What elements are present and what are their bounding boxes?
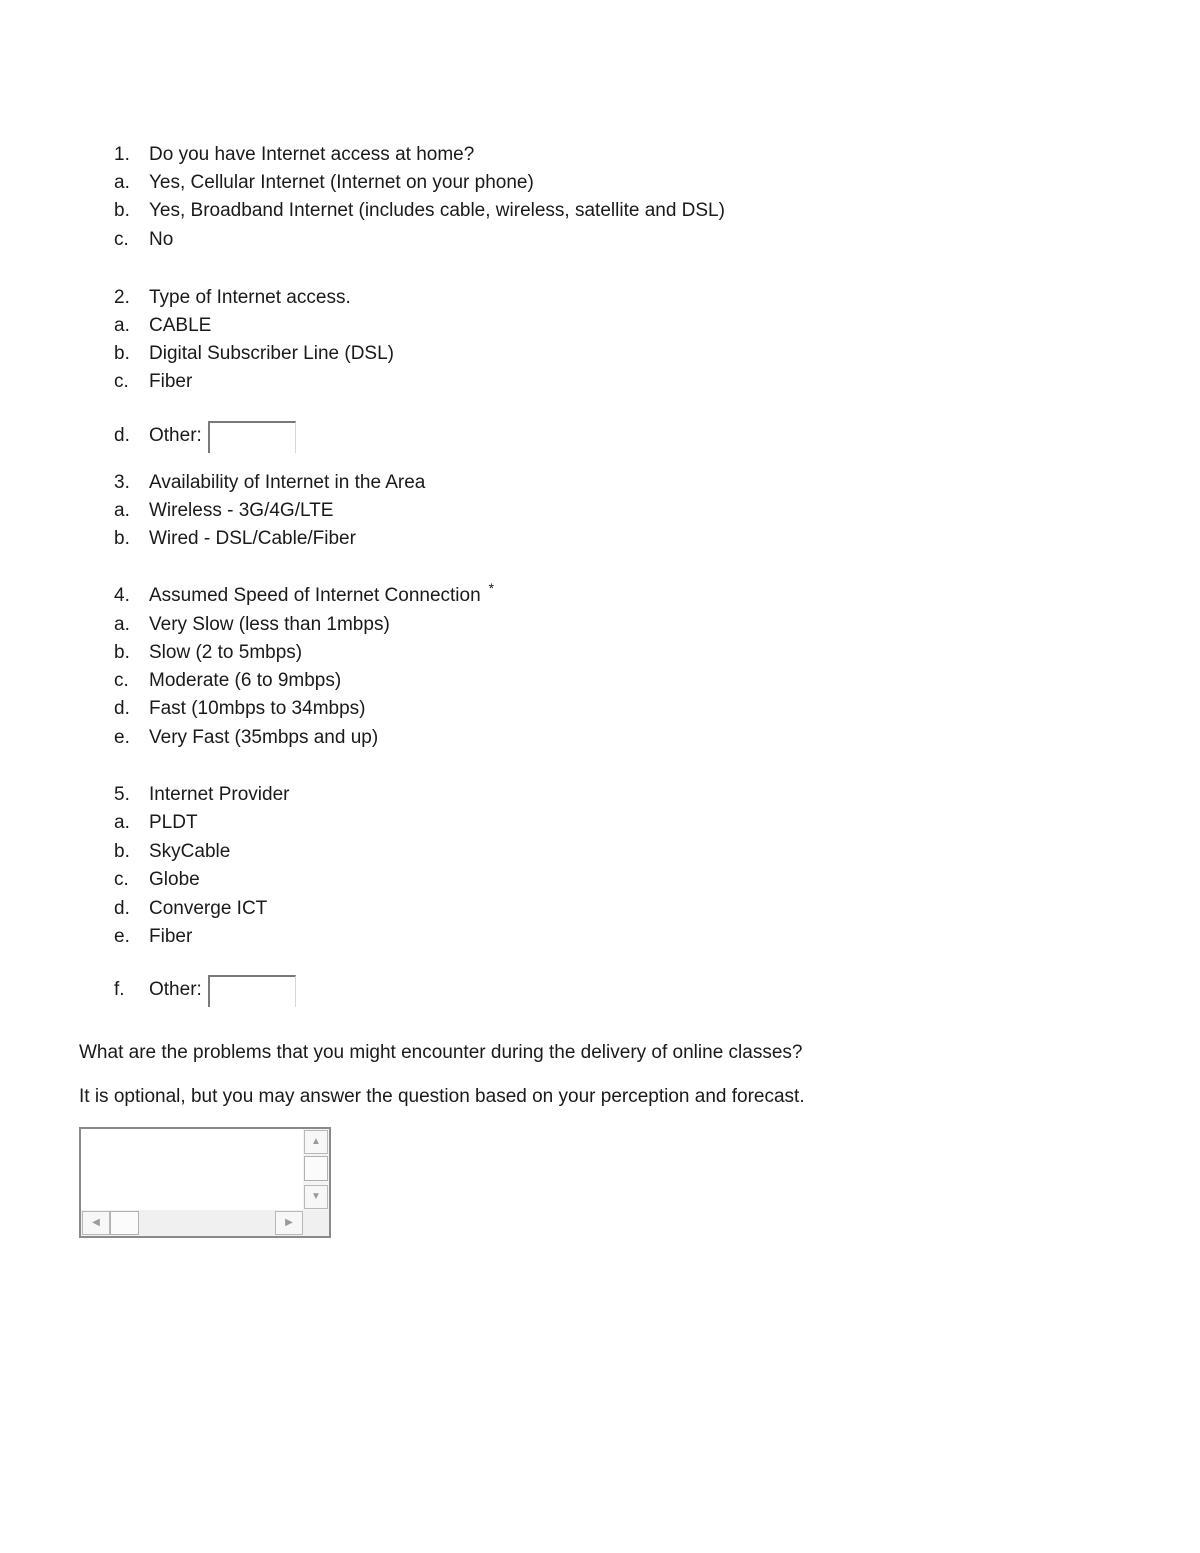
question-number: 5. (114, 784, 130, 805)
option-2a[interactable] (114, 315, 211, 337)
question-2 (114, 287, 351, 309)
question-1 (114, 144, 474, 166)
option-4d[interactable] (114, 698, 365, 720)
option-marker: c. (114, 229, 129, 250)
option-4b[interactable] (114, 642, 302, 664)
other-text-field[interactable] (208, 421, 296, 453)
option-3b[interactable] (114, 528, 356, 550)
option-marker: e. (114, 727, 130, 748)
option-1b[interactable] (114, 200, 725, 222)
question-text: Type of Internet access. (149, 287, 351, 308)
other-text-field[interactable] (208, 975, 296, 1007)
option-marker: a. (114, 614, 130, 635)
answer-textarea[interactable] (79, 1127, 331, 1238)
option-marker: a. (114, 812, 130, 833)
option-2c[interactable] (114, 371, 192, 393)
option-label: Globe (149, 869, 200, 890)
question-number: 1. (114, 144, 130, 165)
option-marker: b. (114, 528, 130, 549)
option-label: Fast (10mbps to 34mbps) (149, 698, 366, 719)
required-asterisk: * (488, 580, 495, 596)
question-text: Availability of Internet in the Area (149, 472, 426, 493)
option-marker: d. (114, 898, 130, 919)
option-label: Very Fast (35mbps and up) (149, 727, 379, 748)
option-1a[interactable] (114, 172, 534, 194)
scroll-up-icon[interactable]: ▲ (304, 1130, 328, 1154)
option-label: PLDT (149, 812, 198, 833)
option-label: SkyCable (149, 841, 231, 862)
question-number: 3. (114, 472, 130, 493)
option-5f[interactable] (114, 969, 296, 1001)
option-label: Other: (149, 979, 202, 1000)
option-3a[interactable] (114, 500, 333, 522)
option-label: Wired - DSL/Cable/Fiber (149, 528, 356, 549)
question-number: 4. (114, 585, 130, 606)
option-marker: e. (114, 926, 130, 947)
option-marker: c. (114, 371, 129, 392)
scroll-left-icon[interactable]: ◀ (82, 1211, 110, 1235)
option-4c[interactable] (114, 670, 341, 692)
scrollbar-corner (303, 1210, 329, 1236)
option-marker: c. (114, 670, 129, 691)
option-1c[interactable] (114, 229, 173, 251)
option-label: Yes, Cellular Internet (Internet on your phone) (149, 172, 534, 193)
vertical-scrollbar[interactable] (303, 1129, 329, 1211)
option-marker: b. (114, 200, 130, 221)
option-label: CABLE (149, 315, 212, 336)
option-4e[interactable] (114, 727, 378, 749)
option-4a[interactable] (114, 614, 390, 636)
option-5d[interactable] (114, 898, 267, 920)
option-label: Other: (149, 425, 202, 446)
question-number: 2. (114, 287, 130, 308)
option-2b[interactable] (114, 343, 394, 365)
vertical-scroll-thumb[interactable] (304, 1156, 328, 1181)
option-label: Yes, Broadband Internet (includes cable, wireless, satellite and DSL) (149, 200, 725, 221)
option-marker: a. (114, 315, 130, 336)
option-2d[interactable] (114, 415, 296, 447)
option-marker: b. (114, 841, 130, 862)
option-label: Very Slow (less than 1mbps) (149, 614, 390, 635)
scroll-down-icon[interactable]: ▼ (304, 1185, 328, 1209)
option-label: Converge ICT (149, 898, 268, 919)
option-label: Slow (2 to 5mbps) (149, 642, 303, 663)
option-label: No (149, 229, 174, 250)
option-label: Digital Subscriber Line (DSL) (149, 343, 394, 364)
option-5c[interactable] (114, 869, 200, 891)
question-4 (114, 580, 495, 607)
question-3 (114, 472, 425, 494)
horizontal-scroll-thumb[interactable] (110, 1211, 139, 1235)
option-marker: b. (114, 343, 130, 364)
scroll-right-icon[interactable]: ▶ (275, 1211, 303, 1235)
option-marker: a. (114, 172, 130, 193)
option-label: Moderate (6 to 9mbps) (149, 670, 342, 691)
option-marker: b. (114, 642, 130, 663)
option-label: Wireless - 3G/4G/LTE (149, 500, 334, 521)
open-question-prompt: What are the problems that you might encounter during the delivery of online classes? (79, 1042, 803, 1063)
question-text: Internet Provider (149, 784, 290, 805)
option-5a[interactable] (114, 812, 198, 834)
option-marker: d. (114, 425, 130, 446)
option-marker: d. (114, 698, 130, 719)
option-marker: c. (114, 869, 129, 890)
option-5b[interactable] (114, 841, 230, 863)
question-text: Do you have Internet access at home? (149, 144, 475, 165)
horizontal-scrollbar[interactable] (81, 1210, 303, 1236)
option-label: Fiber (149, 371, 193, 392)
open-question-note: It is optional, but you may answer the question based on your perception and forecast. (79, 1086, 805, 1107)
question-text: Assumed Speed of Internet Connection (149, 585, 481, 606)
option-5e[interactable] (114, 926, 192, 948)
option-label: Fiber (149, 926, 193, 947)
option-marker: a. (114, 500, 130, 521)
option-marker: f. (114, 979, 125, 1000)
question-5 (114, 784, 289, 806)
